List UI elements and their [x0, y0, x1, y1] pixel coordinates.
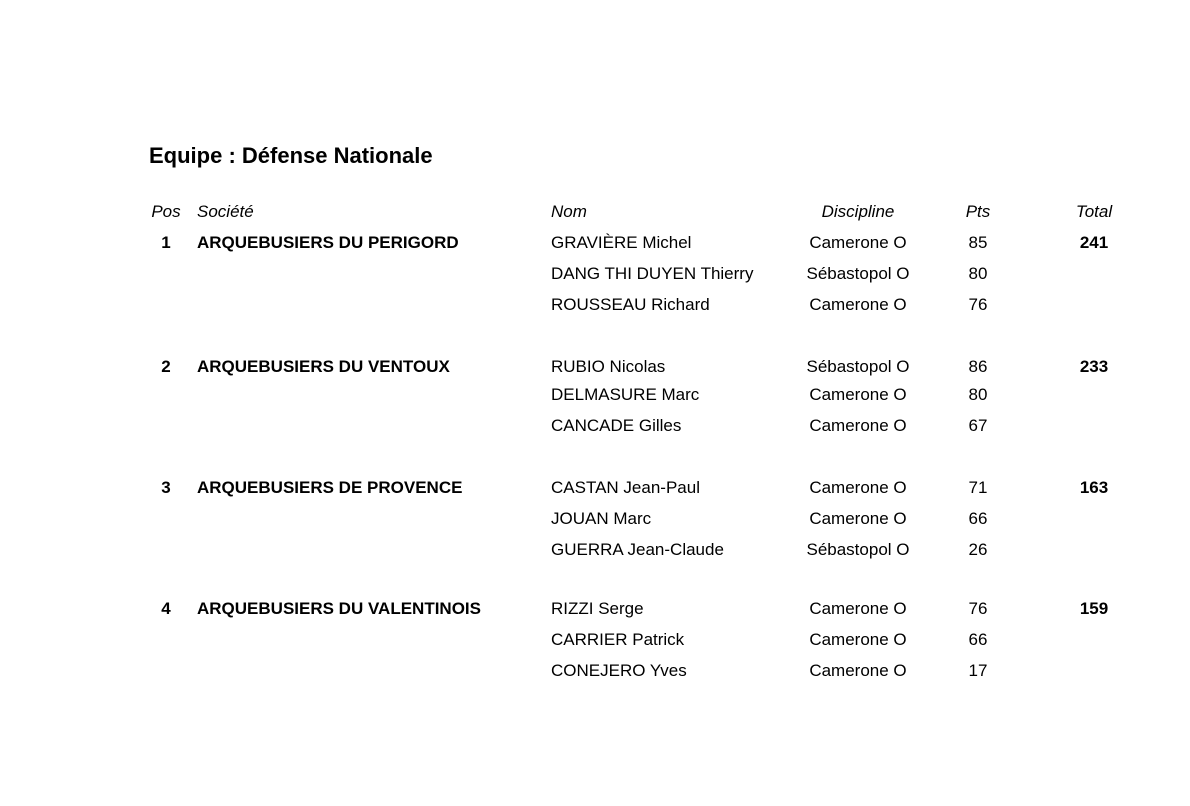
member-nom: CONEJERO Yves: [551, 661, 687, 680]
member-pts: 86: [968, 357, 988, 376]
member-discipline: Sébastopol O: [806, 357, 910, 376]
member-pts: 67: [968, 416, 988, 435]
member-nom: RUBIO Nicolas: [551, 357, 666, 376]
member-row: [0, 416, 1190, 440]
team-pos: 4: [161, 599, 171, 618]
member-nom: CARRIER Patrick: [551, 630, 685, 649]
member-row: [0, 661, 1190, 685]
member-row: [0, 385, 1190, 409]
member-pts: 71: [968, 478, 988, 497]
member-pts: 76: [968, 599, 988, 618]
team-row: [0, 233, 1190, 257]
member-nom: CASTAN Jean-Paul: [551, 478, 700, 497]
member-pts: 66: [968, 509, 988, 528]
member-row: [0, 295, 1190, 319]
member-discipline: Camerone O: [809, 599, 907, 618]
header-nom: Nom: [551, 202, 587, 221]
member-row: [0, 509, 1190, 533]
member-discipline: Camerone O: [809, 385, 907, 404]
member-discipline: Camerone O: [809, 416, 907, 435]
member-discipline: Camerone O: [809, 233, 907, 252]
table-header: [0, 202, 1190, 226]
header-pts: Pts: [965, 202, 991, 221]
member-pts: 66: [968, 630, 988, 649]
header-societe: Société: [197, 202, 254, 221]
team-row: [0, 478, 1190, 502]
member-discipline: Camerone O: [809, 509, 907, 528]
member-nom: ROUSSEAU Richard: [551, 295, 710, 314]
member-row: [0, 630, 1190, 654]
member-nom: GRAVIÈRE Michel: [551, 233, 692, 252]
member-pts: 80: [968, 385, 988, 404]
member-nom: DELMASURE Marc: [551, 385, 700, 404]
member-pts: 76: [968, 295, 988, 314]
member-pts: 26: [968, 540, 988, 559]
member-row: [0, 540, 1190, 564]
member-discipline: Camerone O: [809, 295, 907, 314]
team-total: 233: [1079, 357, 1109, 376]
team-row: [0, 357, 1190, 381]
team-societe: ARQUEBUSIERS DE PROVENCE: [197, 478, 463, 497]
member-row: [0, 264, 1190, 288]
member-pts: 80: [968, 264, 988, 283]
team-pos: 1: [161, 233, 171, 252]
team-pos: 3: [161, 478, 171, 497]
member-nom: GUERRA Jean-Claude: [551, 540, 724, 559]
team-total: 159: [1079, 599, 1109, 618]
member-discipline: Sébastopol O: [806, 264, 910, 283]
member-discipline: Camerone O: [809, 661, 907, 680]
team-societe: ARQUEBUSIERS DU VENTOUX: [197, 357, 450, 376]
team-total: 163: [1079, 478, 1109, 497]
member-discipline: Camerone O: [809, 630, 907, 649]
team-societe: ARQUEBUSIERS DU VALENTINOIS: [197, 599, 481, 618]
team-societe: ARQUEBUSIERS DU PERIGORD: [197, 233, 459, 252]
member-discipline: Camerone O: [809, 478, 907, 497]
team-total: 241: [1079, 233, 1109, 252]
team-pos: 2: [161, 357, 171, 376]
header-pos: Pos: [151, 202, 181, 221]
member-pts: 17: [968, 661, 988, 680]
header-total: Total: [1075, 202, 1113, 221]
page-title: Equipe : Défense Nationale: [149, 143, 433, 168]
member-nom: DANG THI DUYEN Thierry: [551, 264, 754, 283]
member-discipline: Sébastopol O: [806, 540, 910, 559]
header-discipline: Discipline: [821, 202, 895, 221]
member-pts: 85: [968, 233, 988, 252]
member-nom: CANCADE Gilles: [551, 416, 682, 435]
member-nom: JOUAN Marc: [551, 509, 652, 528]
team-row: [0, 599, 1190, 623]
member-nom: RIZZI Serge: [551, 599, 644, 618]
